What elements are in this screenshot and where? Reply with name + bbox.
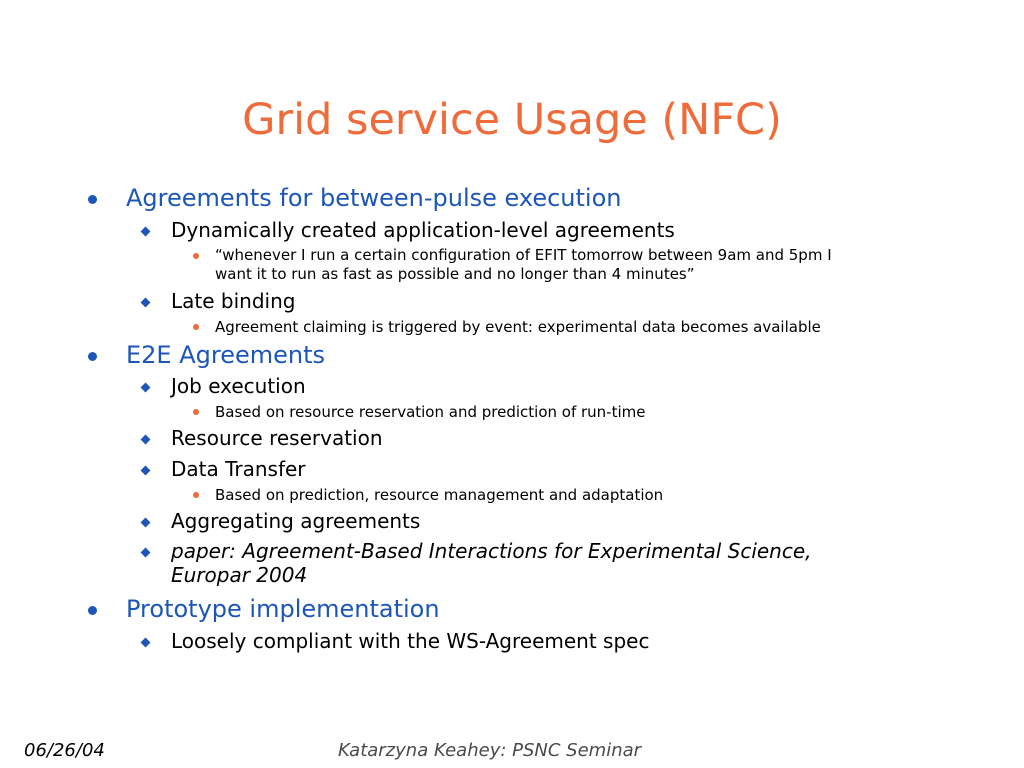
bullet-text: Dynamically created application-level agreements	[171, 218, 675, 242]
footer-author: Katarzyna Keahey: PSNC Seminar	[338, 740, 642, 761]
paper-citation-line1: paper: Agreement-Based Interactions for Experimental Science,	[171, 539, 812, 563]
bullet-text: Loosely compliant with the WS-Agreement spec	[171, 629, 650, 653]
bullet-item-l2	[171, 426, 383, 450]
bullet-item-l3	[215, 485, 663, 505]
bullet-item-l1	[126, 184, 621, 212]
bullet-text: Aggregating agreements	[171, 509, 421, 533]
orange-dot-bullet-icon	[193, 324, 199, 330]
footer-date: 06/26/04	[24, 740, 105, 761]
bullet-item-l3	[215, 402, 645, 422]
blue-dot-bullet-icon	[88, 352, 97, 361]
bullet-text: Agreements for between-pulse execution	[126, 184, 622, 212]
bullet-text: Agreement claiming is triggered by event: experimental data becomes available	[215, 318, 821, 336]
bullet-item-l2	[171, 218, 675, 242]
bullet-text: Resource reservation	[171, 426, 383, 450]
blue-dot-bullet-icon	[88, 195, 97, 204]
slide-title: Grid service Usage (NFC)	[242, 95, 782, 145]
diamond-bullet-icon	[141, 227, 151, 237]
diamond-bullet-icon	[141, 466, 151, 476]
bullet-text: Data Transfer	[171, 457, 306, 481]
bullet-text: Based on resource reservation and prediction of run-time	[215, 403, 646, 421]
diamond-bullet-icon	[141, 383, 151, 393]
bullet-item-l1	[126, 595, 440, 623]
bullet-item-l1	[126, 341, 325, 369]
bullet-text: E2E Agreements	[126, 341, 326, 369]
bullet-text: Based on prediction, resource management and adaptation	[215, 486, 664, 504]
diamond-bullet-icon	[141, 518, 151, 528]
bullet-text: Job execution	[171, 374, 306, 398]
bullet-text-line2: want it to run as fast as possible and no longer than 4 minutes”	[215, 265, 695, 283]
orange-dot-bullet-icon	[193, 492, 199, 498]
bullet-text: Prototype implementation	[126, 595, 440, 623]
bullet-text-line1: “whenever I run a certain configuration of EFIT tomorrow between 9am and 5pm I	[215, 246, 832, 264]
bullet-item-l2	[171, 509, 420, 533]
orange-dot-bullet-icon	[193, 253, 199, 259]
diamond-bullet-icon	[141, 638, 151, 648]
orange-dot-bullet-icon	[193, 409, 199, 415]
bullet-item-l2	[171, 374, 306, 398]
bullet-item-l2-paper	[171, 539, 812, 587]
blue-dot-bullet-icon	[88, 606, 97, 615]
bullet-item-l2	[171, 629, 649, 653]
diamond-bullet-icon	[141, 435, 151, 445]
bullet-text: Late binding	[171, 289, 296, 313]
bullet-item-l2	[171, 289, 295, 313]
bullet-item-l3	[215, 317, 821, 337]
bullet-item-l2	[171, 457, 306, 481]
diamond-bullet-icon	[141, 298, 151, 308]
bullet-item-l3	[215, 246, 832, 284]
diamond-bullet-icon	[141, 548, 151, 558]
paper-citation-line2: Europar 2004	[171, 563, 308, 587]
